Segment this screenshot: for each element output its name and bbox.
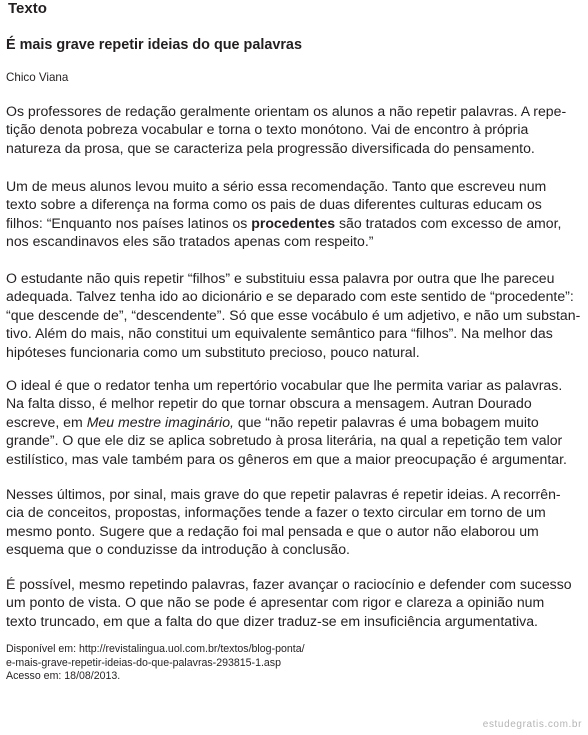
source-line: Disponível em: http://revistalingua.uol.com.br/textos/blog-ponta/ <box>6 643 305 655</box>
paragraph-line: O ideal é que o redator tenha um repertório vocabular que lhe permita variar as palavras. <box>6 377 563 393</box>
paragraph-4 <box>6 376 581 468</box>
paragraph-line: hipóteses funcionaria como um substituto precioso, pouco natural. <box>6 343 420 360</box>
source-line: e-mais-grave-repetir-ideias-do-que-palavras-293815-1.asp <box>6 656 281 669</box>
paragraph-line: tição denota pobreza vocabular e torna o texto monótono. Vai de encontro à própria <box>6 121 529 138</box>
watermark: estudegratis.com.br <box>482 719 582 730</box>
paragraph-line: esquema que o conduzisse da introdução à conclusão. <box>6 541 350 558</box>
paragraph-line: nos escandinavos eles são tratados apenas com respeito.” <box>6 233 374 250</box>
paragraph-line: adequada. Talvez tenha ido ao dicionário e se deparado com este sentido de “procedente”: <box>6 288 574 305</box>
text-segment: escreve, em <box>6 413 87 430</box>
source-citation <box>6 643 305 684</box>
paragraph-3 <box>6 269 581 361</box>
section-label: Texto <box>8 0 47 17</box>
paragraph-line: Os professores de redação geralmente orientam os alunos a não repetir palavras. A repe- <box>6 103 567 119</box>
access-date: Acesso em: 18/08/2013. <box>6 670 121 683</box>
paragraph-line: texto sobre a diferença na forma como os pais de duas diferentes culturas educam os <box>6 196 542 213</box>
emphasized-word: procedentes <box>251 214 336 231</box>
paragraph-line: estilístico, mas vale também para os gêneros em que a maior preocupação é argumentar. <box>6 450 567 467</box>
paragraph-line: texto truncado, em que a falta do que dizer traduz-se em insuficiência argumentativa. <box>6 612 538 629</box>
text-segment: filhos: “Enquanto nos países latinos os <box>6 214 252 231</box>
text-segment: que “não repetir palavras é uma bobagem muito <box>233 413 539 430</box>
paragraph-5 <box>6 485 581 559</box>
paragraph-line: mesmo ponto. Sugere que a redação foi mal pensada e que o autor não elaborou um <box>6 522 539 539</box>
paragraph-line: “que descende de”, “descendente”. Só que esse vocábulo é um adjetivo, e não um substan- <box>6 306 581 323</box>
paragraph-2 <box>6 177 581 251</box>
article-title: É mais grave repetir ideias do que palavras <box>6 37 302 53</box>
paragraph-line: tivo. Além do mais, não constitui um equivalente semântico para “filhos”. Na melhor das <box>6 325 553 342</box>
paragraph-line: cia de conceitos, propostas, informações tende a fazer o texto circular em torno de um <box>6 504 546 521</box>
book-title: Meu mestre imaginário, <box>86 413 234 430</box>
paragraph-line <box>6 214 581 232</box>
paragraph-line: O estudante não quis repetir “filhos” e substituiu essa palavra por outra que lhe pareceu <box>6 270 555 286</box>
paragraph-line: Na falta disso, é melhor repetir do que tornar obscura a mensagem. Autran Dourado <box>6 395 532 412</box>
paragraph-line: grande”. O que ele diz se aplica sobretudo à prosa literária, na qual a repetição tem valor <box>6 432 563 449</box>
paragraph-line <box>6 413 581 431</box>
paragraph-line: Um de meus alunos levou muito a sério essa recomendação. Tanto que escreveu num <box>6 178 547 194</box>
text-segment: são tratados com excesso de amor, <box>335 214 562 231</box>
paragraph-line: natureza da prosa, que se caracteriza pela progressão diversificada do pensamento. <box>6 139 535 156</box>
paragraph-line: um ponto de vista. O que não se pode é apresentar com rigor e clareza a opinião num <box>6 594 545 611</box>
paragraph-line: Nesses últimos, por sinal, mais grave do que repetir palavras é repetir ideias. A recorrên- <box>6 486 561 502</box>
paragraph-line: É possível, mesmo repetindo palavras, fazer avançar o raciocínio e defender com sucesso <box>6 576 572 592</box>
article-author: Chico Viana <box>6 71 69 84</box>
paragraph-1 <box>6 102 581 157</box>
paragraph-6 <box>6 575 581 630</box>
